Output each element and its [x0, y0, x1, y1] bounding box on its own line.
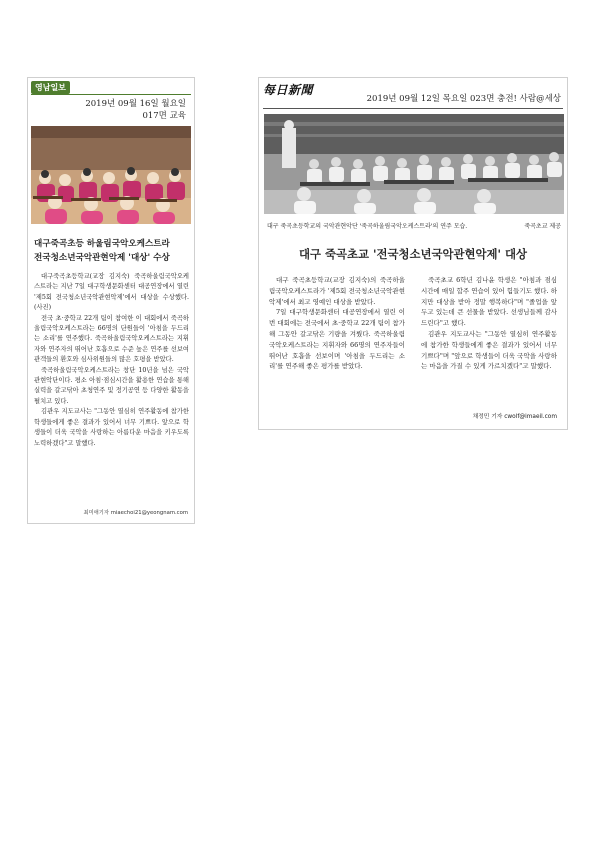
article-body: [34, 272, 189, 449]
masthead-rule: [31, 94, 191, 95]
headline: 대구 죽곡초교 '전국청소년국악관현악제' 대상: [299, 247, 527, 261]
paragraph: 전국 초·중학교 22개 팀이 참여한 이 대회에서 죽곡하울림국악오케스트라는 66명의 단원들이 '아침을 두드리는 소리'를 연주했다. 죽곡하울림국악오케스트라는 지휘자와 연주자의 뛰어난 호흡으로 수준 높은 연주를 선보여 관객들의 환호와 심사위원들의 많은 호평을 받았다.: [34, 314, 189, 364]
paragraph: 김관우 지도교사는 "그동안 열심히 연주활동에 참가한 학생들에게 좋은 결과가 있어서 너무 기쁘다. 앞으로 학생들이 더욱 국악을 사랑하는 아름다운 마음을 키우도록 노력하겠다"고 말했다.: [34, 408, 189, 447]
masthead-logo: 每日新聞: [263, 83, 314, 97]
byline: 최미애기자 miaechoi21@yeongnam.com: [83, 510, 188, 516]
caption-text: 대구 죽곡초등학교의 국악관현악단 '죽곡하울림국악오케스트라'의 연주 모습.: [267, 223, 468, 230]
caption-credit: 죽곡초교 제공: [524, 223, 561, 230]
article-body: [269, 275, 557, 372]
dateline: [85, 98, 186, 122]
orchestra-photo-image: [264, 114, 564, 214]
dateline: 2019년 09월 12일 목요일 023면 충전! 사람@세상: [366, 94, 561, 104]
masthead-rule: [263, 108, 563, 109]
paragraph: 대구죽곡초등학교(교장 김지숙) 죽곡하울림국악오케스트라는 지난 7일 대구학생문화센터 대공연장에서 열린 '제5회 전국청소년국악관현악제'에서 대상을 수상했다.(사진): [34, 273, 189, 312]
headline: [34, 237, 190, 265]
paragraph: 죽곡초교 6학년 김나윤 학생은 "아침과 점심시간에 매일 합주 연습이 있어 힘들기도 했다. 하지만 대상을 받아 정말 행복하다"며 "졸업을 앞두고 있는데 큰 선물을 받았다. 선생님들께 감사드린다"고 했다.: [421, 276, 557, 328]
masthead-logo: 영남일보: [31, 81, 70, 94]
photo-caption: [267, 221, 561, 230]
orchestra-photo: [264, 114, 564, 214]
paragraph: 죽곡하울림국악오케스트라는 창단 10년을 넘은 국악관현악단이다. 평소 아침·점심시간을 활용한 연습을 통해 실력을 갈고닦아 초청연주 및 정기공연 등 다양한 활동을 펼치고 있다.: [34, 366, 189, 405]
column-1: [269, 275, 405, 372]
newspaper-clipping-maeil: [258, 77, 568, 430]
paragraph: 7일 대구학생문화센터 대공연장에서 열린 이번 대회에는 전국에서 초·중학교 22개 팀이 참가해 그동안 갈고닦은 기량을 겨뤘다. 죽곡하울림국악오케스트라는 지휘자와 66명의 연주자들이 뛰어난 호흡을 선보이며 '아침을 두드리는 소리'를 연주해 좋은 평가를 받았다.: [269, 308, 405, 371]
headline-line-1: 대구죽곡초등 하울림국악오케스트라: [34, 239, 170, 249]
date-text: 2019년 09월 16일 월요일: [85, 99, 186, 109]
column-2: [421, 275, 557, 372]
headline-line-2: 전국청소년국악관현악제 '대상' 수상: [34, 253, 170, 263]
byline: 채정민 기자 cwolf@imaeil.com: [472, 414, 557, 420]
orchestra-photo-image: [31, 126, 191, 224]
paragraph: 대구 죽곡초등학교(교장 김지숙)의 죽곡하울림국악오케스트라가 '제5회 전국청소년국악관현악제'에서 최고 영예인 대상을 받았다.: [269, 276, 405, 306]
page-label: 017면 교육: [142, 111, 186, 121]
orchestra-photo: [31, 126, 191, 224]
newspaper-clipping-yeongnam: [27, 77, 195, 524]
paragraph: 김관우 지도교사는 "그동안 열심히 연주활동에 참가한 학생들에게 좋은 결과가 있어서 너무 기쁘다"며 "앞으로 학생들이 더욱 국악을 사랑하는 마음을 가질 수 있게 가르치겠다"고 말했다.: [421, 329, 557, 371]
